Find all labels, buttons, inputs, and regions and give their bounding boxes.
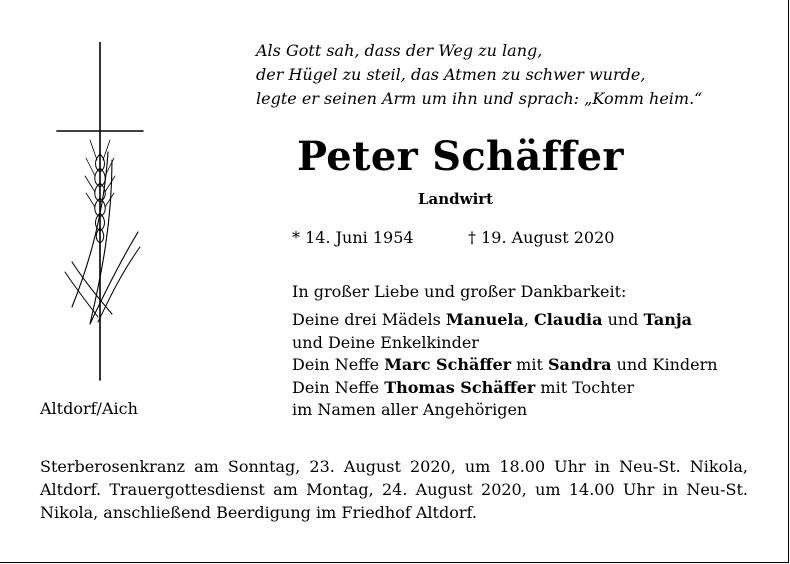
mourners-list xyxy=(292,309,718,422)
name: Claudia xyxy=(534,310,603,329)
text: und Kindern xyxy=(611,355,718,374)
text: Dein Neffe xyxy=(292,355,385,374)
mourners-line: und Deine Enkelkinder xyxy=(292,332,479,352)
mourners-line xyxy=(292,309,718,332)
poem-line: legte er seinen Arm um ihn und sprach: „Komm heim.“ xyxy=(256,89,703,108)
mourners-intro: In großer Liebe und großer Dankbarkeit: xyxy=(292,282,627,301)
birth-date: * 14. Juni 1954 xyxy=(292,228,414,247)
service-announcement: Sterberosenkranz am Sonntag, 23. August 2020, um 18.00 Uhr in Neu-St. Nikola, Altdorf. Trauergottesdienst am Montag, 24. August 2020, um 14.00 Uhr in Neu-St. Nikola, anschließend Beerdigung im Friedhof Altdorf. xyxy=(40,457,748,522)
name: Marc Schäffer xyxy=(384,355,512,374)
place: Altdorf/Aich xyxy=(40,399,138,418)
mourners-line xyxy=(292,377,718,400)
deceased-name: Peter Schäffer xyxy=(297,133,624,180)
text: Dein Neffe xyxy=(292,377,385,397)
mourners-line xyxy=(292,354,718,377)
mourners-line: im Namen aller Angehörigen xyxy=(292,400,528,419)
text: mit Tochter xyxy=(535,377,635,397)
cross-with-wheat-icon xyxy=(50,42,150,382)
death-date: † 19. August 2020 xyxy=(468,228,615,247)
text: , xyxy=(523,310,535,329)
text: und xyxy=(602,310,644,329)
name: Sandra xyxy=(547,355,612,374)
name: Manuela xyxy=(445,310,524,329)
text: Deine drei Mädels xyxy=(292,310,446,329)
poem-line: der Hügel zu steil, das Atmen zu schwer wurde, xyxy=(256,65,646,84)
poem xyxy=(256,39,702,111)
name: Thomas Schäffer xyxy=(384,377,536,397)
deceased-occupation: Landwirt xyxy=(418,190,494,208)
text: mit xyxy=(511,355,548,374)
name: Tanja xyxy=(643,310,693,329)
poem-line: Als Gott sah, dass der Weg zu lang, xyxy=(256,41,543,60)
